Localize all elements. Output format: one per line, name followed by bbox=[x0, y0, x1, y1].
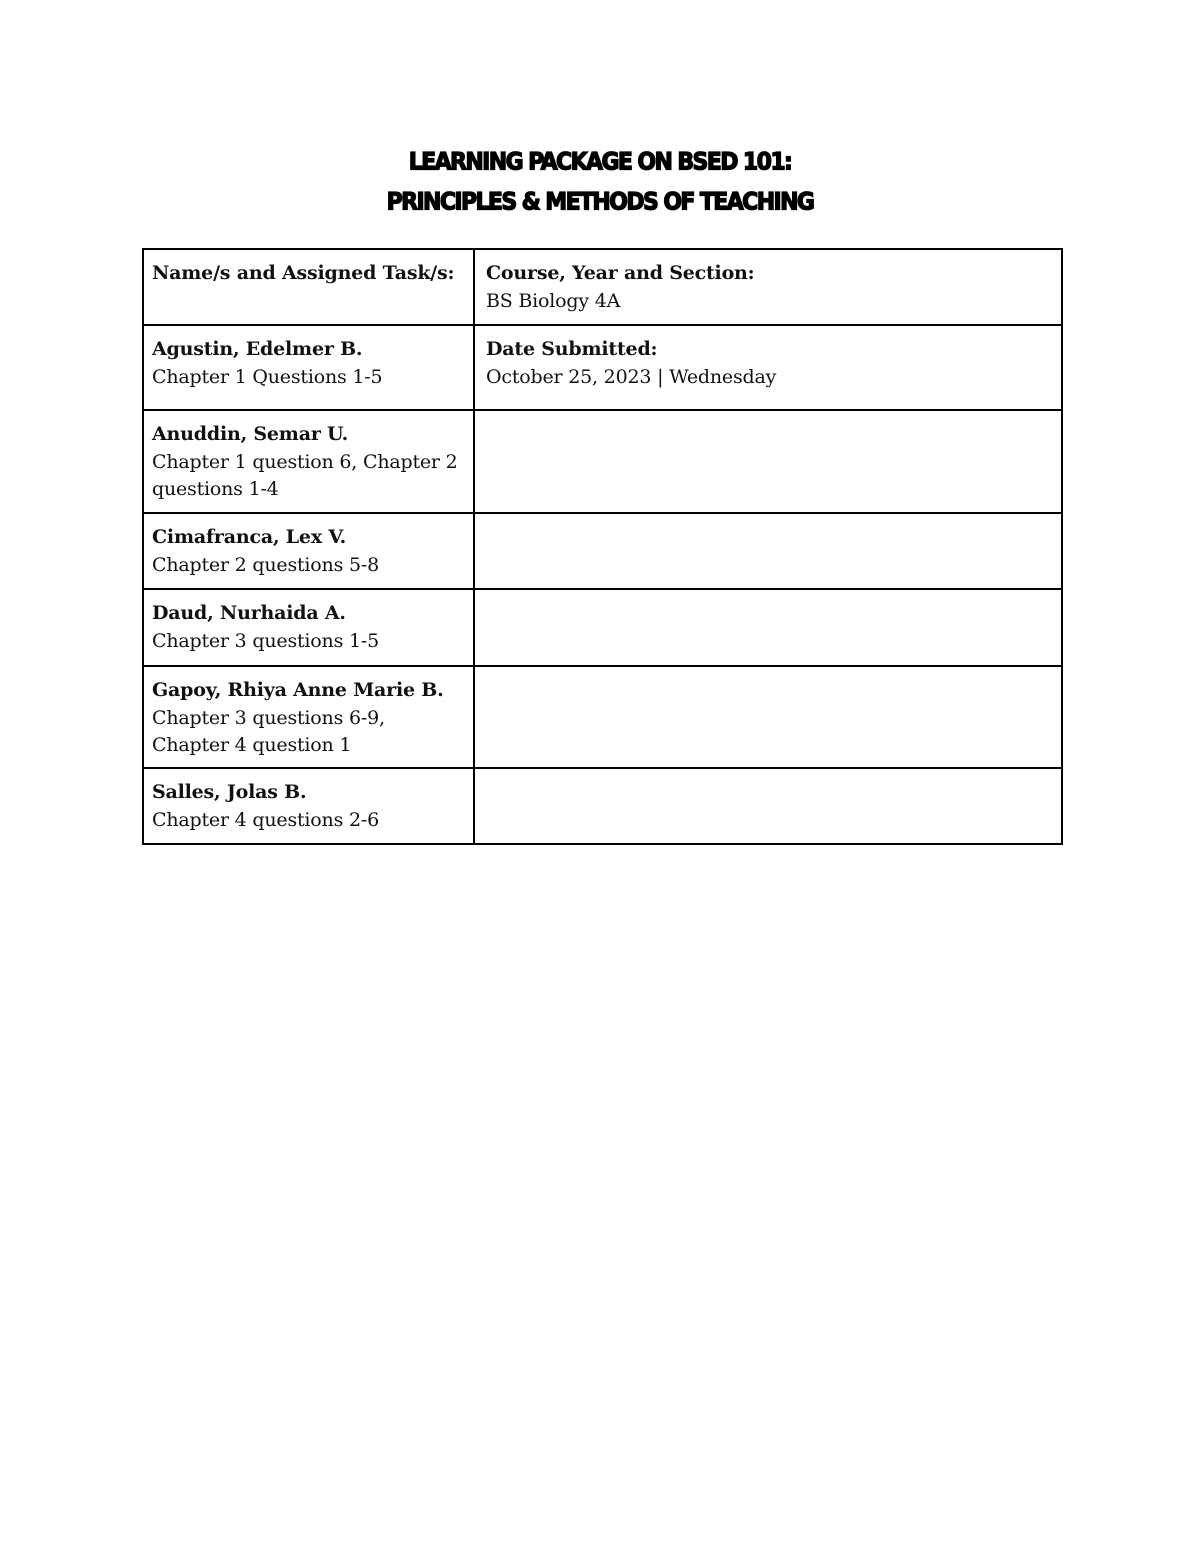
member-name: Cimafranca, Lex V. bbox=[152, 526, 346, 548]
empty-cell bbox=[474, 589, 1062, 666]
date-cell bbox=[474, 325, 1062, 410]
member-cell bbox=[143, 589, 474, 666]
title-line-2: PRINCIPLES & METHODS OF TEACHING bbox=[386, 188, 814, 216]
empty-cell bbox=[474, 768, 1062, 844]
member-cell bbox=[143, 513, 474, 589]
member-name: Salles, Jolas B. bbox=[152, 781, 307, 803]
date-value: October 25, 2023 | Wednesday bbox=[486, 365, 777, 388]
member-cell bbox=[143, 325, 474, 410]
course-value: BS Biology 4A bbox=[486, 289, 621, 312]
table-row bbox=[143, 513, 1062, 589]
table-row bbox=[143, 589, 1062, 666]
date-label: Date Submitted: bbox=[486, 338, 658, 360]
member-task: Chapter 1 question 6, Chapter 2 questions 1-4 bbox=[152, 450, 458, 500]
document-title bbox=[0, 143, 1200, 223]
names-header: Name/s and Assigned Task/s: bbox=[152, 262, 455, 284]
member-task: Chapter 3 questions 1-5 bbox=[152, 629, 379, 652]
group-info-table bbox=[142, 248, 1063, 845]
table-row bbox=[143, 410, 1062, 513]
table-row bbox=[143, 666, 1062, 768]
title-line-1: LEARNING PACKAGE ON BSED 101: bbox=[408, 148, 792, 176]
member-name: Anuddin, Semar U. bbox=[152, 423, 349, 445]
member-name: Agustin, Edelmer B. bbox=[152, 338, 363, 360]
table-row bbox=[143, 768, 1062, 844]
member-task: Chapter 2 questions 5-8 bbox=[152, 553, 379, 576]
member-name: Gapoy, Rhiya Anne Marie B. bbox=[152, 679, 444, 701]
member-cell bbox=[143, 666, 474, 768]
member-name: Daud, Nurhaida A. bbox=[152, 602, 346, 624]
empty-cell bbox=[474, 666, 1062, 768]
course-cell bbox=[474, 249, 1062, 325]
table-row bbox=[143, 325, 1062, 410]
empty-cell bbox=[474, 410, 1062, 513]
names-header-cell bbox=[143, 249, 474, 325]
member-task: Chapter 4 questions 2-6 bbox=[152, 808, 379, 831]
course-label: Course, Year and Section: bbox=[486, 262, 755, 284]
member-task: Chapter 1 Questions 1-5 bbox=[152, 365, 383, 388]
member-cell bbox=[143, 410, 474, 513]
table-row bbox=[143, 249, 1062, 325]
empty-cell bbox=[474, 513, 1062, 589]
member-cell bbox=[143, 768, 474, 844]
member-task: Chapter 3 questions 6-9, Chapter 4 question 1 bbox=[152, 706, 385, 756]
